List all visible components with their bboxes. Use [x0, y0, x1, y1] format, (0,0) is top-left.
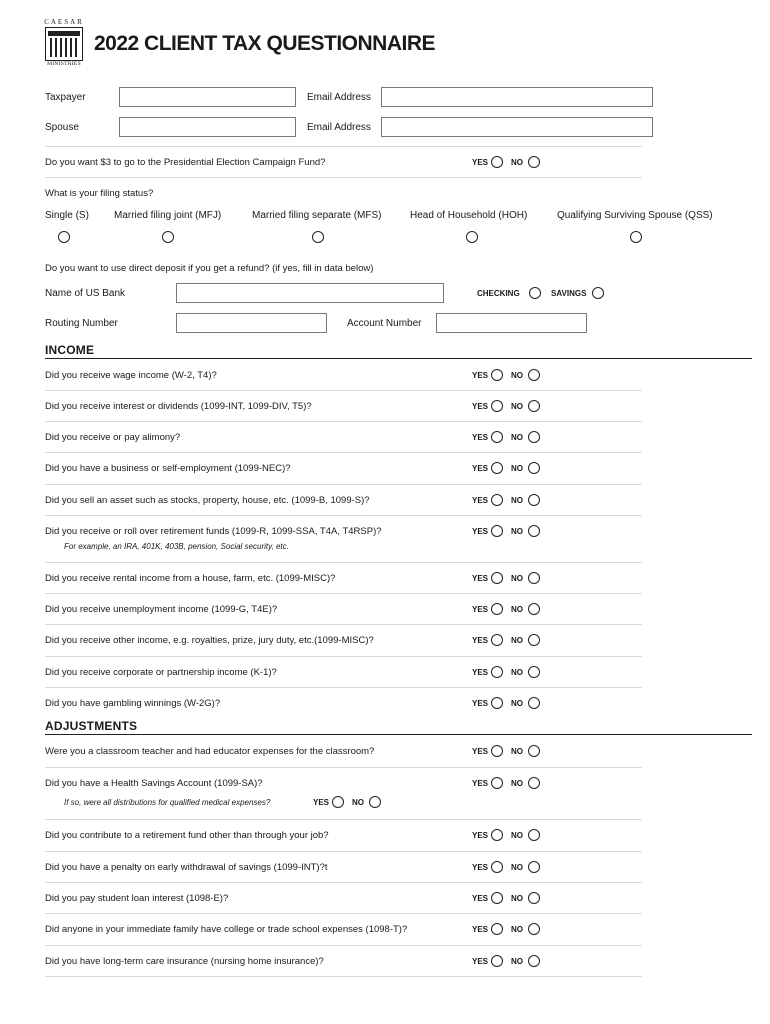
income-no-radio-7[interactable]: [528, 572, 540, 584]
income-no-radio-8[interactable]: [528, 603, 540, 615]
income-no-radio-5[interactable]: [528, 494, 540, 506]
retirement-note: For example, an IRA, 401K, 403B, pension, Social security, etc.: [64, 542, 289, 551]
yes-label: YES: [472, 574, 489, 583]
income-heading: INCOME: [45, 343, 95, 357]
logo-building-icon: [45, 27, 83, 61]
no-label: NO: [511, 605, 523, 614]
income-question-9: Did you receive other income, e.g. royalties, prize, jury duty, etc.(1099-MISC)?: [45, 635, 374, 646]
no-label: NO: [511, 957, 523, 966]
yes-label: YES: [472, 433, 489, 442]
no-label: NO: [511, 747, 523, 756]
election-no-radio[interactable]: [528, 156, 540, 168]
bank-name-input[interactable]: [176, 283, 444, 303]
account-number-label: Account Number: [347, 318, 422, 329]
yes-label: YES: [472, 371, 489, 380]
filing-status-mfs: Married filing separate (MFS): [252, 210, 382, 221]
bank-name-label: Name of US Bank: [45, 288, 126, 299]
income-yes-radio-10[interactable]: [491, 666, 503, 678]
spouse-input[interactable]: [119, 117, 296, 137]
direct-deposit-question: Do you want to use direct deposit if you get a refund? (if yes, fill in data below): [45, 263, 374, 274]
income-question-3: Did you receive or pay alimony?: [45, 432, 181, 443]
no-label: NO: [511, 158, 523, 167]
adjustment-yes-radio-2[interactable]: [491, 777, 503, 789]
yes-label: YES: [472, 605, 489, 614]
hsa-followup-yes-radio[interactable]: [332, 796, 344, 808]
spouse-label: Spouse: [45, 122, 79, 133]
row-divider: [45, 390, 642, 391]
adjustment-question-7: Did you have long-term care insurance (nursing home insurance)?: [45, 956, 324, 967]
row-divider: [45, 913, 642, 914]
income-question-11: Did you have gambling winnings (W-2G)?: [45, 698, 221, 709]
adjustment-question-6: Did anyone in your immediate family have college or trade school expenses (1098-T)?: [45, 924, 408, 935]
income-yes-radio-4[interactable]: [491, 462, 503, 474]
no-label: NO: [511, 863, 523, 872]
adjustment-no-radio-1[interactable]: [528, 745, 540, 757]
adjustment-no-radio-5[interactable]: [528, 892, 540, 904]
account-number-input[interactable]: [436, 313, 587, 333]
caesar-ministries-logo: [44, 18, 84, 70]
yes-label: YES: [472, 668, 489, 677]
income-question-8: Did you receive unemployment income (1099-G, T4E)?: [45, 604, 278, 615]
single-radio[interactable]: [58, 231, 70, 243]
income-question-4: Did you have a business or self-employment (1099-NEC)?: [45, 463, 291, 474]
taxpayer-label: Taxpayer: [45, 92, 86, 103]
income-no-radio-4[interactable]: [528, 462, 540, 474]
row-divider: [45, 593, 642, 594]
adjustment-no-radio-2[interactable]: [528, 777, 540, 789]
adjustment-yes-radio-6[interactable]: [491, 923, 503, 935]
logo-top-text: CAESAR: [44, 18, 84, 26]
income-yes-radio-8[interactable]: [491, 603, 503, 615]
row-divider: [45, 484, 642, 485]
adjustment-question-5: Did you pay student loan interest (1098-E)?: [45, 893, 229, 904]
row-divider: [45, 882, 642, 883]
filing-status-mfj: Married filing joint (MFJ): [114, 210, 222, 221]
adjustments-heading: ADJUSTMENTS: [45, 719, 138, 733]
filing-status-hoh: Head of Household (HOH): [410, 210, 528, 221]
adjustment-yes-radio-5[interactable]: [491, 892, 503, 904]
election-fund-question: Do you want $3 to go to the Presidential Election Campaign Fund?: [45, 157, 326, 168]
yes-label: YES: [472, 402, 489, 411]
no-label: NO: [352, 798, 364, 807]
logo-bottom-text: MINISTRIES: [47, 61, 81, 67]
no-label: NO: [511, 636, 523, 645]
no-label: NO: [511, 433, 523, 442]
mfj-radio[interactable]: [162, 231, 174, 243]
hoh-radio[interactable]: [466, 231, 478, 243]
income-question-10: Did you receive corporate or partnership income (K-1)?: [45, 667, 277, 678]
income-yes-radio-11[interactable]: [491, 697, 503, 709]
checking-label: CHECKING: [477, 289, 520, 298]
taxpayer-email-label: Email Address: [307, 92, 371, 103]
yes-label: YES: [472, 158, 489, 167]
row-divider: [45, 624, 642, 625]
row-divider: [45, 945, 642, 946]
income-yes-radio-9[interactable]: [491, 634, 503, 646]
yes-label: YES: [313, 798, 330, 807]
no-label: NO: [511, 668, 523, 677]
yes-label: YES: [472, 464, 489, 473]
row-divider: [45, 421, 642, 422]
election-yes-radio[interactable]: [491, 156, 503, 168]
row-divider: [45, 452, 642, 453]
adjustment-question-2: Did you have a Health Savings Account (1099-SA)?: [45, 778, 263, 789]
filing-status-question: What is your filing status?: [45, 188, 154, 199]
income-yes-radio-6[interactable]: [491, 525, 503, 537]
routing-number-label: Routing Number: [45, 318, 118, 329]
income-no-radio-11[interactable]: [528, 697, 540, 709]
row-divider: [45, 819, 642, 820]
yes-label: YES: [472, 894, 489, 903]
adjustment-question-4: Did you have a penalty on early withdrawal of savings (1099-INT)?t: [45, 862, 328, 873]
income-question-6: Did you receive or roll over retirement funds (1099-R, 1099-SSA, T4A, T4RSP)?: [45, 526, 382, 537]
row-divider: [45, 851, 642, 852]
adjustment-no-radio-3[interactable]: [528, 829, 540, 841]
income-question-7: Did you receive rental income from a house, farm, etc. (1099-MISC)?: [45, 573, 336, 584]
spouse-email-label: Email Address: [307, 122, 371, 133]
qss-radio[interactable]: [630, 231, 642, 243]
row-divider: [45, 976, 642, 977]
routing-number-input[interactable]: [176, 313, 327, 333]
savings-radio[interactable]: [592, 287, 604, 299]
yes-label: YES: [472, 957, 489, 966]
spouse-email-input[interactable]: [381, 117, 653, 137]
no-label: NO: [511, 464, 523, 473]
income-no-radio-9[interactable]: [528, 634, 540, 646]
income-no-radio-6[interactable]: [528, 525, 540, 537]
taxpayer-email-input[interactable]: [381, 87, 653, 107]
no-label: NO: [511, 574, 523, 583]
yes-label: YES: [472, 863, 489, 872]
page-title: 2022 CLIENT TAX QUESTIONNAIRE: [94, 32, 436, 55]
income-no-radio-10[interactable]: [528, 666, 540, 678]
adjustment-no-radio-7[interactable]: [528, 955, 540, 967]
income-question-1: Did you receive wage income (W-2, T4)?: [45, 370, 217, 381]
income-yes-radio-7[interactable]: [491, 572, 503, 584]
filing-status-single: Single (S): [45, 210, 89, 221]
adjustment-yes-radio-4[interactable]: [491, 861, 503, 873]
no-label: NO: [511, 527, 523, 536]
income-no-radio-2[interactable]: [528, 400, 540, 412]
yes-label: YES: [472, 831, 489, 840]
yes-label: YES: [472, 636, 489, 645]
row-divider: [45, 515, 642, 516]
yes-label: YES: [472, 496, 489, 505]
yes-label: YES: [472, 925, 489, 934]
hsa-followup-no-radio[interactable]: [369, 796, 381, 808]
adjustment-no-radio-4[interactable]: [528, 861, 540, 873]
taxpayer-input[interactable]: [119, 87, 296, 107]
no-label: NO: [511, 402, 523, 411]
filing-status-qss: Qualifying Surviving Spouse (QSS): [557, 210, 713, 221]
row-divider: [45, 562, 642, 563]
income-question-2: Did you receive interest or dividends (1099-INT, 1099-DIV, T5)?: [45, 401, 312, 412]
income-yes-radio-3[interactable]: [491, 431, 503, 443]
adjustment-question-1: Were you a classroom teacher and had educator expenses for the classroom?: [45, 746, 375, 757]
yes-label: YES: [472, 527, 489, 536]
no-label: NO: [511, 894, 523, 903]
yes-label: YES: [472, 779, 489, 788]
checking-radio[interactable]: [529, 287, 541, 299]
no-label: NO: [511, 371, 523, 380]
savings-label: SAVINGS: [551, 289, 587, 298]
mfs-radio[interactable]: [312, 231, 324, 243]
adjustment-yes-radio-1[interactable]: [491, 745, 503, 757]
row-divider: [45, 767, 642, 768]
yes-label: YES: [472, 747, 489, 756]
adjustment-yes-radio-3[interactable]: [491, 829, 503, 841]
no-label: NO: [511, 925, 523, 934]
no-label: NO: [511, 779, 523, 788]
no-label: NO: [511, 496, 523, 505]
income-question-5: Did you sell an asset such as stocks, property, house, etc. (1099-B, 1099-S)?: [45, 495, 370, 506]
adjustment-question-3: Did you contribute to a retirement fund other than through your job?: [45, 830, 329, 841]
income-no-radio-1[interactable]: [528, 369, 540, 381]
income-yes-radio-5[interactable]: [491, 494, 503, 506]
no-label: NO: [511, 699, 523, 708]
adjustment-yes-radio-7[interactable]: [491, 955, 503, 967]
income-yes-radio-1[interactable]: [491, 369, 503, 381]
row-divider: [45, 687, 642, 688]
hsa-followup-question: If so, were all distributions for qualified medical expenses?: [64, 798, 271, 807]
adjustment-no-radio-6[interactable]: [528, 923, 540, 935]
income-no-radio-3[interactable]: [528, 431, 540, 443]
no-label: NO: [511, 831, 523, 840]
yes-label: YES: [472, 699, 489, 708]
row-divider: [45, 656, 642, 657]
income-yes-radio-2[interactable]: [491, 400, 503, 412]
